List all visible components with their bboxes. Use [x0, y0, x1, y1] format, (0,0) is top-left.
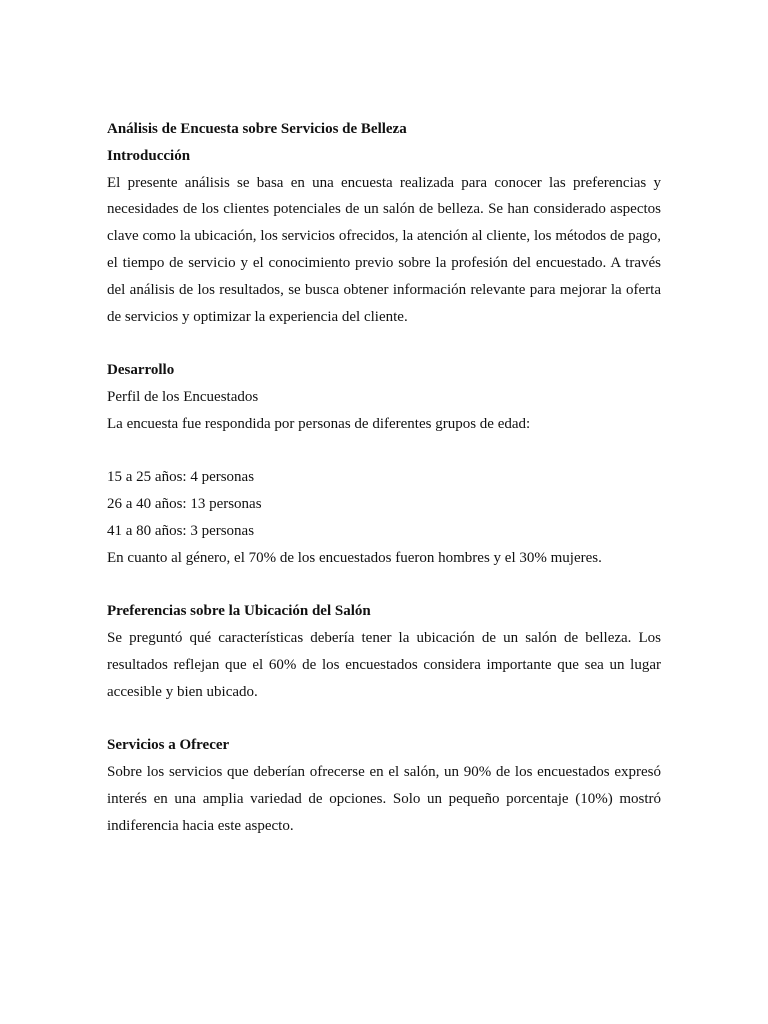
location-paragraph: Se preguntó qué características debería tener la ubicación de un salón de belleza. Los resultados reflejan que el 60% de los encuestados considera importante que sea un lugar accesible y bien ubicado.: [107, 630, 661, 700]
document-title: Análisis de Encuesta sobre Servicios de Belleza: [107, 121, 407, 137]
age-group-item: 26 a 40 años: 13 personas: [107, 496, 262, 513]
spacer: [107, 330, 661, 357]
intro-heading: Introducción: [107, 147, 191, 164]
location-heading: Preferencias sobre la Ubicación del Salón: [107, 603, 371, 620]
spacer: [107, 438, 661, 465]
spacer: [107, 706, 661, 733]
gender-text: En cuanto al género, el 70% de los encuestados fueron hombres y el 30% mujeres.: [107, 549, 602, 566]
age-group-item: 41 a 80 años: 3 personas: [107, 522, 255, 539]
services-heading: Servicios a Ofrecer: [107, 737, 230, 754]
development-heading: Desarrollo: [107, 362, 175, 379]
age-intro-text: La encuesta fue respondida por personas de diferentes grupos de edad:: [107, 415, 531, 432]
respondents-profile-subheading: Perfil de los Encuestados: [107, 388, 259, 405]
document-page: [107, 116, 661, 840]
spacer: [107, 572, 661, 599]
services-paragraph: Sobre los servicios que deberían ofrecerse en el salón, un 90% de los encuestados expresó interés en una amplia variedad de opciones. Solo un pequeño porcentaje (10%) mostró indiferencia hacia este aspecto.: [107, 764, 661, 834]
age-group-item: 15 a 25 años: 4 personas: [107, 469, 255, 486]
intro-paragraph: El presente análisis se basa en una encuesta realizada para conocer las preferencias y necesidades de los clientes potenciales de un salón de belleza. Se han considerado aspectos clave como la ubicación, los servicios ofrecidos, la atención al cliente, los métodos de pago, el tiempo de servicio y el conocimiento previo sobre la profesión del encuestado. A través del análisis de los resultados, se busca obtener información relevante para mejorar la oferta de servicios y optimizar la experiencia del cliente.: [107, 174, 661, 325]
